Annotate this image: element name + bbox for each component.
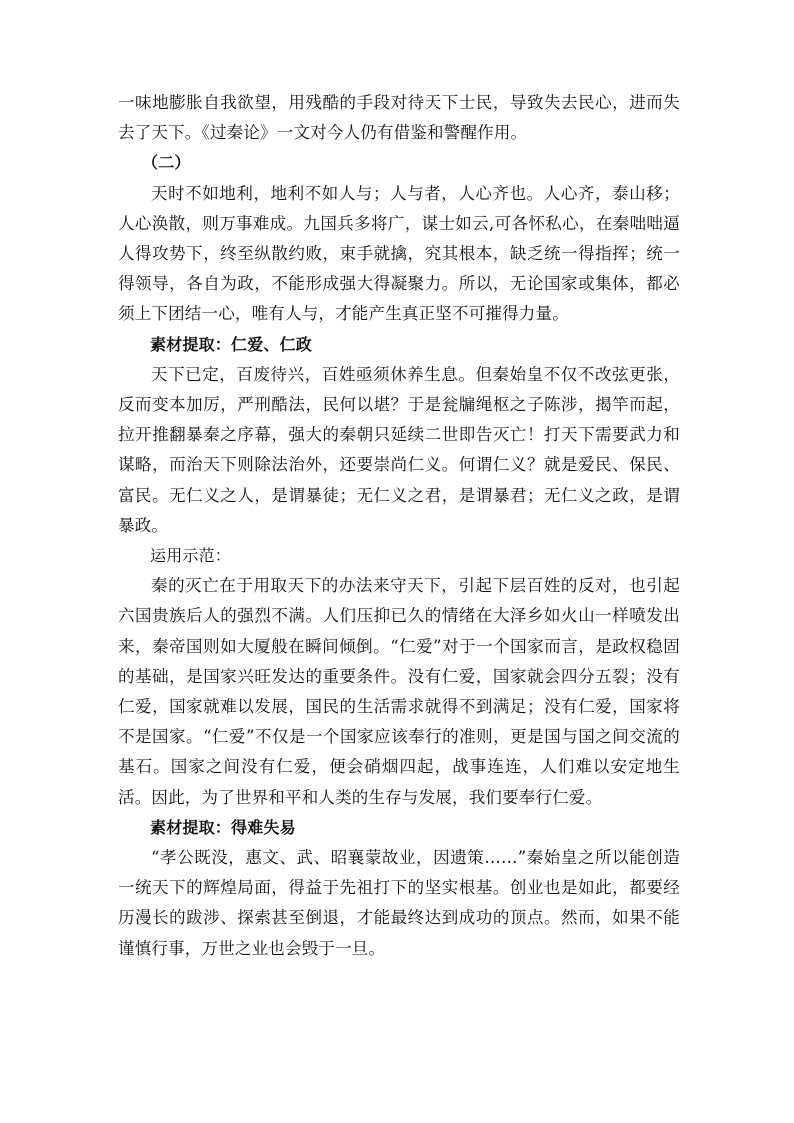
paragraph-renzheng: 天下已定，百废待兴，百姓亟须休养生息。但秦始皇不仅不改弦更张，反而变本加厉，严刑酷法，民何以堪？于是瓮牖绳枢之子陈涉，揭竿而起，拉开推翻暴秦之序幕，强大的秦朝只延续二世即告灭亡！打天下需要武力和谋略，而治天下则除法治外，还要崇尚仁义。何谓仁义？就是爱民、保民、富民。无仁义之人，是谓暴徒；无仁义之君，是谓暴君；无仁义之政，是谓暴政。 bbox=[118, 364, 680, 535]
paragraph-intro-continuation: 一味地膨胀自我欲望，用残酷的手段对待天下士民，导致失去民心，进而失去了天下。《过秦论》一文对今人仍有借鉴和警醒作用。 bbox=[118, 93, 680, 143]
heading-material-renai: 素材提取：仁爱、仁政 bbox=[150, 334, 313, 354]
paragraph-example: 秦的灭亡在于用取天下的办法来守天下，引起下层百姓的反对，也引起六国贵族后人的强烈不满。人们压抑已久的情绪在大泽乡如火山一样喷发出来，秦帝国则如大厦般在瞬间倾倒。“仁爱”对于一个国家而言，是政权稳固的基础，是国家兴旺发达的重要条件。没有仁爱，国家就会四分五裂；没有仁爱，国家就难以发展，国民的生活需求就得不到满足；没有仁爱，国家将不是国家。“仁爱”不仅是一个国家应该奉行的准则，更是国与国之间交流的基石。国家之间没有仁爱，便会硝烟四起，战事连连，人们难以安定地生活。因此，为了世界和平和人类的生存与发展，我们要奉行仁爱。 bbox=[118, 576, 680, 807]
section-number: （二） bbox=[142, 153, 191, 173]
paragraph-renhe: 天时不如地利，地利不如人与；人与者，人心齐也。人心齐，泰山移；人心涣散，则万事难成。九国兵多将广，谋士如云,可各怀私心，在秦咄咄逼人得攻势下，终至纵散约败，束手就擒，究其根本，缺乏统一得指挥；统一得领导，各自为政，不能形成强大得凝聚力。所以，无论国家或集体，都必须上下团结一心，唯有人与，才能产生真正坚不可摧得力量。 bbox=[118, 183, 680, 324]
document-body bbox=[118, 88, 680, 964]
heading-material-denan: 素材提取：得难失易 bbox=[150, 817, 296, 837]
paragraph-denan: “孝公既没，惠文、武、昭襄蒙故业，因遗策……”秦始皇之所以能创造一统天下的辉煌局面，得益于先祖打下的坚实根基。创业也是如此，都要经历漫长的跋涉、探索甚至倒退，才能最终达到成功的顶点。然而，如果不能谨慎行事，万世之业也会毁于一旦。 bbox=[118, 848, 680, 958]
heading-usage-example: 运用示范： bbox=[150, 546, 232, 566]
